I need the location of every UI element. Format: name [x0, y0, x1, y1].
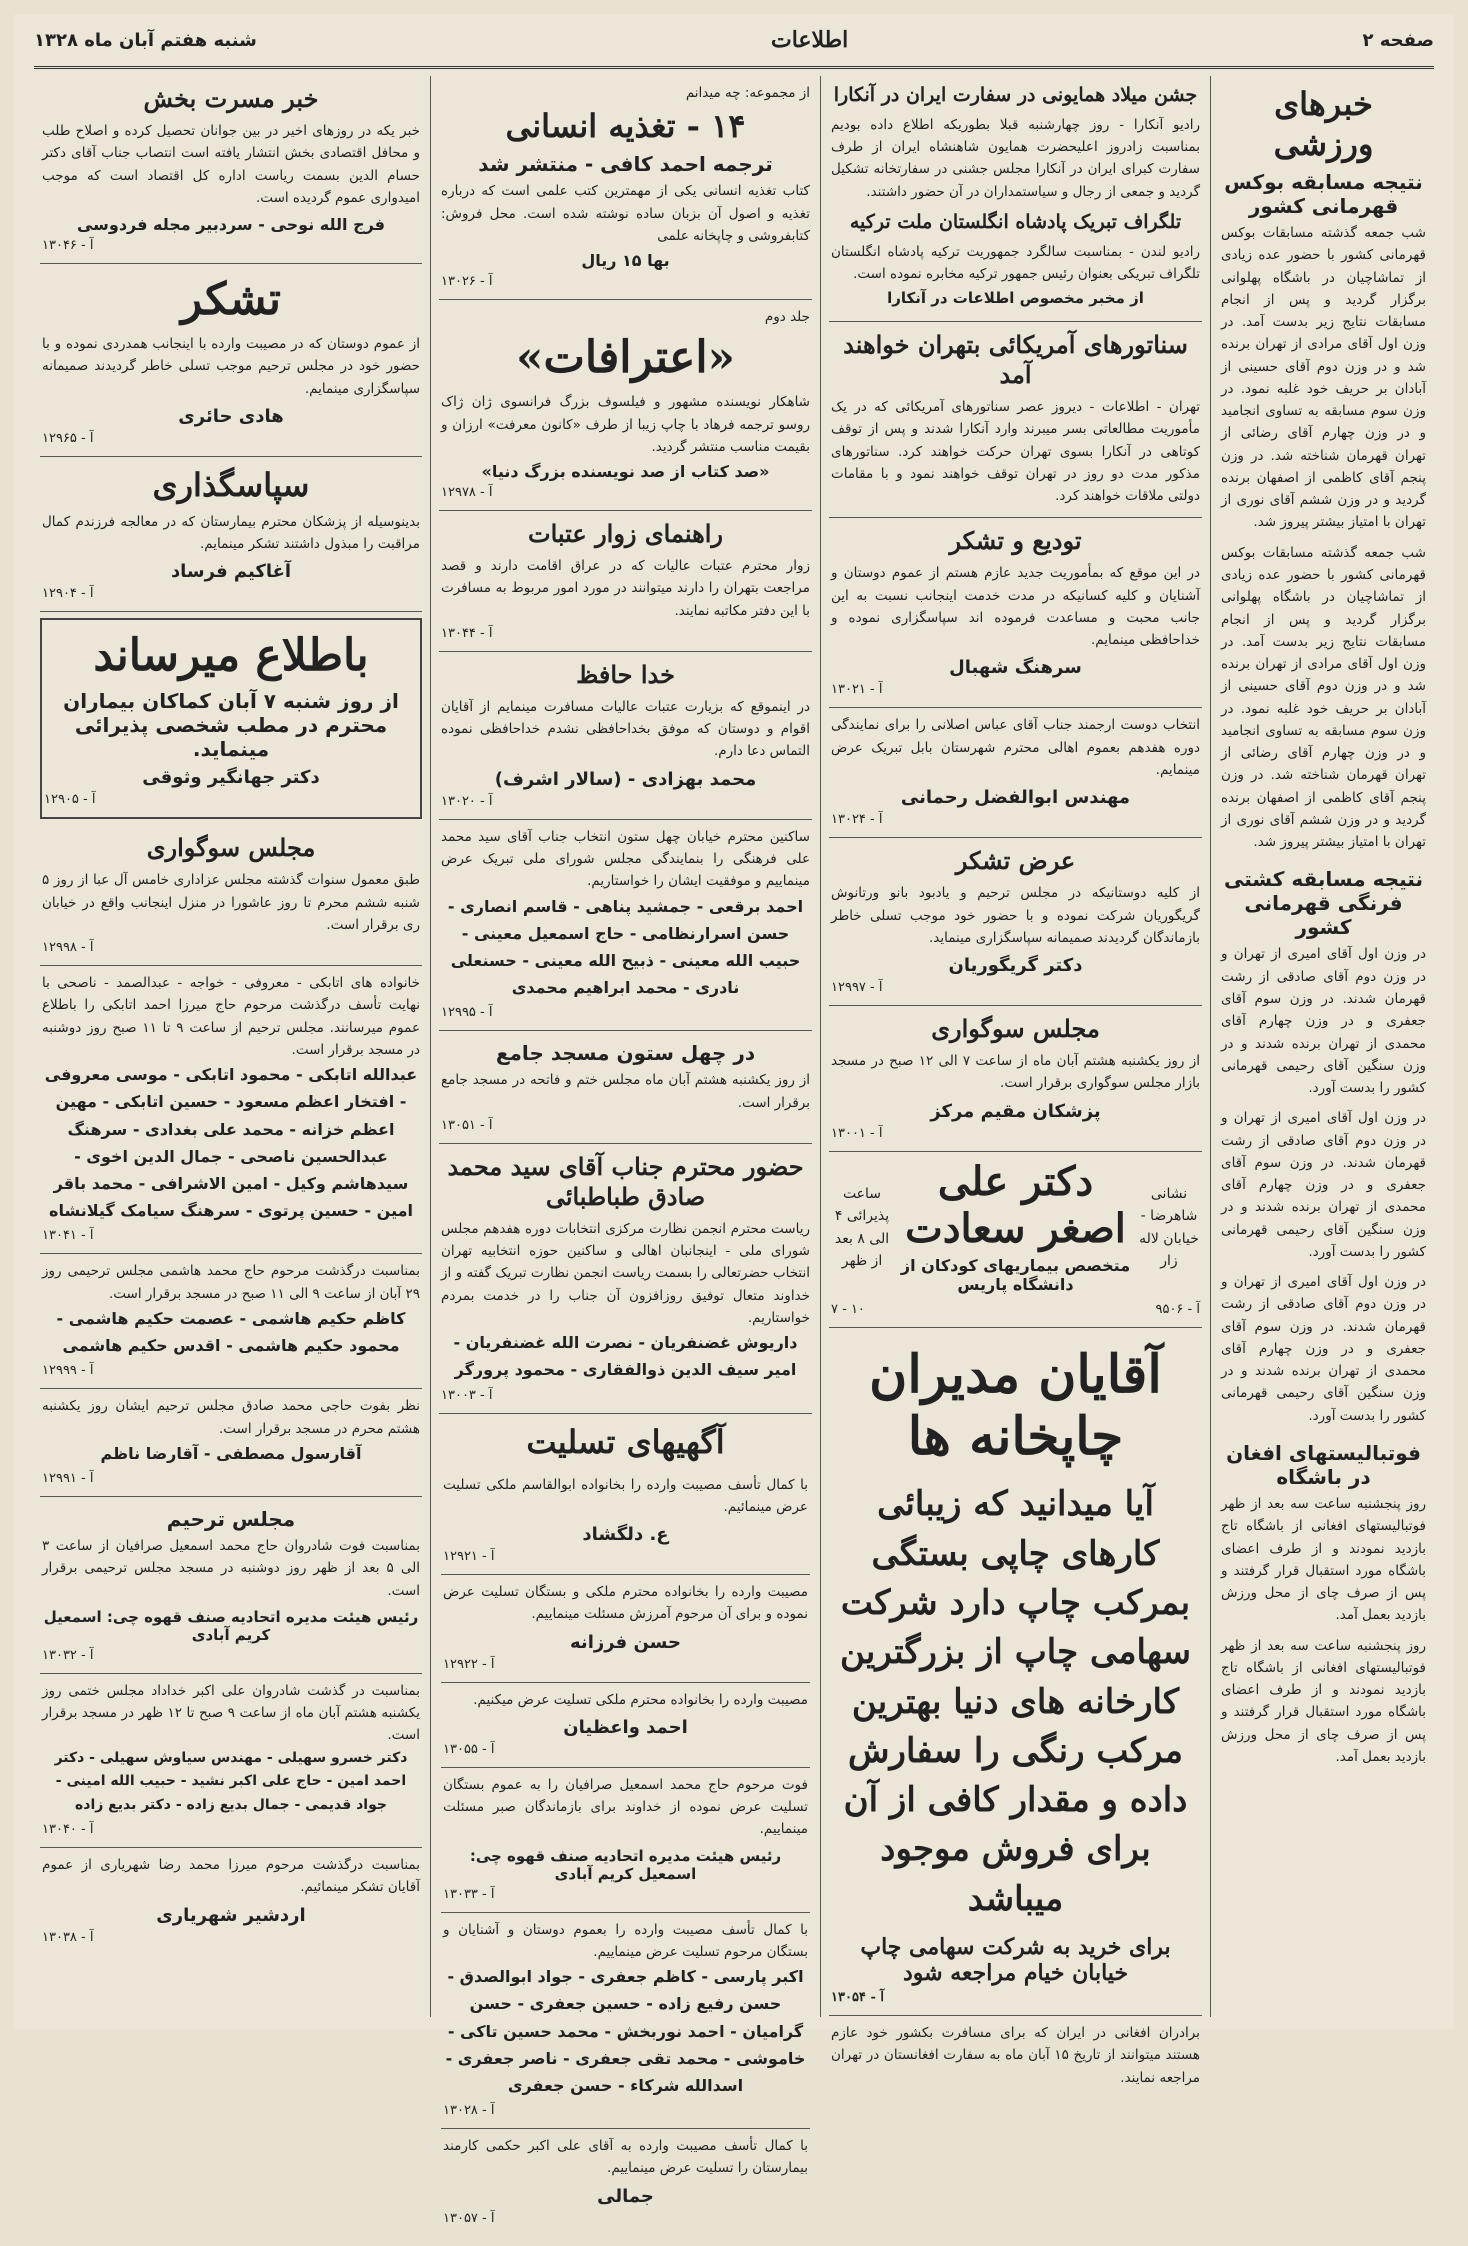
boxing-subtitle: نتیجه مسابقه بوکس قهرمانی کشور	[1224, 170, 1423, 218]
newspaper-page	[14, 14, 1454, 2226]
atabaki-ref: آ - ۱۳۰۴۱	[42, 1228, 94, 1244]
farewell-thanks-sign: سرهنگ شهبال	[949, 657, 1082, 679]
condolence-2-sign: حسن فرزانه	[570, 1631, 681, 1653]
mosque-prayer-body: از روز یکشنبه هشتم آبان ماه مجلس ختم و فاتحه در مسجد جامع برقرار است.	[441, 1072, 810, 1111]
condolence-1-sign: ع. دلگشاد	[582, 1524, 669, 1546]
wrestling-subtitle: نتیجه مسابقه کشتی فرنگی قهرمانی کشور	[1224, 867, 1423, 940]
good-news-body: خبر یکه در روزهای اخیر در بین جوانان تحصیل کرده و اصلاح طلب و محافل اقتصادی بخش انتشار یافته است انتصاب جناب آقای دکتر حسام الدین بسمت ریاست اداره کل اقتصاد است که موجب امیدواری عموم گردیده است.	[42, 123, 420, 206]
book-nutrition-sub: ترجمه احمد کافی - منتشر شد	[478, 152, 773, 177]
ad-khodadad	[40, 1674, 422, 1848]
hashemi-ref: آ - ۱۲۹۹۹	[42, 1363, 94, 1379]
book-nutrition-body: کتاب تغذیه انسانی یکی از مهمترین کتب علمی است که درباره تغذیه و اصول آن بزبان ساده نوشته شده است. محل فروش: کتابفروشی و چاپخانه علمی	[441, 183, 810, 244]
ad-mosque-prayer	[439, 1031, 812, 1144]
printing-ink-ref: آ - ۱۳۰۵۴	[831, 1990, 884, 2006]
gratitude-body: بدینوسیله از پزشکان محترم بیمارستان که در معالجه فرزندم کمال مراقبت را مبذول داشتند تشکر مینمایم.	[42, 513, 420, 553]
mourning-ceremony-body: طبق معمول سنوات گذشته مجلس عزاداری خامس آل عبا از روز ۵ شنبه ششم محرم تا روز عاشورا در منزل اینجانب واقع در خیابان ری برقرار است.	[42, 872, 420, 933]
condolences-section	[439, 1414, 812, 2246]
ad-mourning-ceremony	[40, 825, 422, 966]
condolence-4	[441, 1768, 810, 1913]
condolence-5-names: اکبر پارسی - کاظم جعفری - جواد ابوالصدق - حسن رفیع زاده - حسین جعفری - حسن گرامیان - احمد نوربخش - محمد حسین تاکی - خاموشی - محمد تقی جعفری - ناصر جعفری - اسدالله شرکاء - حسن جعفری	[445, 1967, 806, 2095]
residents-ref: آ - ۱۲۹۹۵	[441, 1005, 493, 1021]
mourning-doctors-body: از روز یکشنبه هشتم آبان ماه از ساعت ۷ الی ۱۲ صبح در مسجد بازار مجلس سوگواری برقرار است.	[831, 1053, 1200, 1092]
doctor-center	[899, 1158, 1132, 1298]
memorial-title: مجلس ترحیم	[166, 1507, 296, 1531]
mourning-ceremony-ref: آ - ۱۲۹۹۸	[42, 940, 94, 956]
printing-ink-address: برای خرید به شرکت سهامی چاپ خیابان خیام مراجعه شود	[860, 1934, 1171, 1987]
farewell-thanks-ref: آ - ۱۳۰۲۱	[831, 682, 883, 698]
doctor-ref2: ۷ - ۱۰	[831, 1301, 865, 1317]
header-date: شنبه هفتم آبان ماه ۱۳۲۸	[34, 29, 257, 51]
condolence-4-ref: آ - ۱۳۰۳۳	[443, 1886, 495, 1902]
condolence-5-body: با کمال تأسف مصیبت وارده را بعموم دوستان و آشنایان و بستگان مرحوم تسلیت عرض مینماییم.	[443, 1921, 808, 1960]
doctor-notice-sign: دکتر جهانگیر وثوقی	[142, 767, 320, 789]
news-senators-body: تهران - اطلاعات - دیروز عصر سناتورهای آمریکائی که در یک مأموریت مطالعاتی بسر میبرند وارد آنکارا شدند و پس از توقف کوتاهی در آنکارا بسوی تهران حرکت خواهند کرد. سناتورهای مذکور مدت دو روز در تهران توقف خواهند نمود و با مقامات دولتی ملاقات خواهند کرد.	[831, 399, 1200, 505]
afghan-football-subtitle: فوتبالیستهای افغان در باشگاه	[1226, 1441, 1421, 1490]
honor-ref: آ - ۱۳۰۰۳	[441, 1387, 493, 1403]
ad-memorial	[40, 1497, 422, 1674]
header-newspaper-name: اطلاعات	[771, 27, 849, 53]
pilgrims-body: زوار محترم عتبات عالیات که در عراق اقامت دارند و قصد مراجعت بتهران را دارند میتوانند در مورد امور مربوط به مسافرت با این دفتر مکاتبه نمایند.	[441, 558, 810, 619]
memorial-ref: آ - ۱۳۰۳۲	[42, 1647, 94, 1663]
condolence-1	[441, 1468, 810, 1576]
thanks-haeri-ref: آ - ۱۲۹۶۵	[42, 430, 94, 446]
mosque-prayer-title: در چهل ستون مسجد جامع	[495, 1041, 756, 1066]
honor-title: حضور محترم جناب آقای سید محمد صادق طباطبائی	[447, 1151, 804, 1211]
afghan-notice-body: برادران افغانی در ایران که برای مسافرت بکشور خود عازم هستند میتوانند از تاریخ ۱۵ آبان ماه به سفارت افغانستان در تهران مراجعه نمایند.	[831, 2025, 1201, 2086]
condolence-4-body: فوت مرحوم حاج محمد اسمعیل صرافیان را به عموم بستگان تسلیت عرض نموده از خداوند برای بازماندگان صبر مسئلت مینماییم.	[443, 1776, 808, 1838]
ad-gratitude	[40, 457, 422, 613]
honor-names: داریوش غضنفریان - نصرت الله غضنفریان - امیر سیف الدین ذوالفقاری - محمود پرورگر	[453, 1333, 798, 1380]
book-nutrition-price: بها ۱۵ ریال	[581, 251, 670, 271]
news-birthday-title: جشن میلاد همایونی در سفارت ایران در آنکارا	[833, 84, 1198, 106]
afghan-football-body-cont: روز پنجشنبه ساعت سه بعد از ظهر فوتبالیستهای افغانی از باشگاه تاج بازدید نمودند و از طرف اعضای باشگاه مورد استقبال قرار گرفتند و پس از صرف چای از محل ورزش بازدید بعمل آمد.	[1221, 1637, 1426, 1765]
thanks-title: عرض تشکر	[955, 846, 1076, 876]
column-ads-center	[430, 76, 820, 2226]
good-news-ref: آ - ۱۳۰۴۶	[42, 238, 94, 254]
news-source: از مخبر مخصوص اطلاعات در آنکارا	[887, 289, 1144, 308]
page-header	[34, 14, 1434, 69]
sports-section	[1219, 76, 1428, 1778]
ad-printing-ink	[829, 1328, 1202, 2016]
pilgrims-title: راهنمای زوار عتبات	[528, 519, 723, 549]
columns	[32, 76, 1436, 2226]
residents-names: احمد برقعی - جمشید پناهی - قاسم انصاری - حسن اسرارنظامی - حاج اسمعیل معینی - حبیب الله معینی - ذبیح الله معینی - حسنعلی نادری - محمد ابراهیم محمدی	[447, 896, 804, 998]
news-senators	[829, 322, 1202, 518]
column-ads-left	[32, 76, 430, 2017]
ad-mourning-doctors	[829, 1006, 1202, 1152]
wrestling-body: در وزن اول آقای امیری از تهران و در وزن دوم آقای صادقی از رشت قهرمان شدند. در وزن سوم آقای جعفری و در وزن چهارم آقای محمدی از تهران برنده شدند و در وزن سنگین آقای رحیمی قهرمانی کشور را بدست آورد.	[1221, 946, 1426, 1097]
ad-election-congrats	[829, 708, 1202, 838]
ad-thanks-haeri	[40, 264, 422, 457]
khodadad-body: بمناسبت در گذشت شادروان علی اکبر خداداد مجلس ختمی روز یکشنبه هشتم آبان ماه از ساعت ۹ صبح تا ۱۲ ظهر در مسجد برقرار است.	[42, 1682, 420, 1744]
condolence-6-ref: آ - ۱۳۰۵۷	[443, 2210, 495, 2226]
condolence-5	[441, 1913, 810, 2129]
residents-body: ساکنین محترم خیابان چهل ستون انتخاب جناب آقای سید محمد علی فرهنگی را بنمایندگی مجلس شورای ملی تبریک عرض مینماییم و موفقیت ایشان را خواستاریم.	[441, 828, 810, 890]
doctor-ref: آ - ۹۵۰۶	[1155, 1301, 1200, 1317]
goodbye-sign: محمد بهزادی - (سالار اشرف)	[494, 768, 757, 790]
condolences-title: آگهیهای تسلیت	[526, 1422, 725, 1461]
thanks-haeri-title: تشکر	[180, 274, 282, 326]
condolence-3	[441, 1683, 810, 1768]
atabaki-names: عبدالله اتابکی - محمود اتابکی - موسی معروفی - افتخار اعظم مسعود - حسین اتابکی - مهین اعظم خزانه - محمد علی بغدادی - سرهنگ عبدالحسین ناصحی - جمال الدین اخوی - سیدهاشم وکیل - امین الاشرافی - محمد باقر امین - حسین پرتوی - سرهنگ سیامک گیلانشاه	[44, 1065, 418, 1221]
ad-book-confessions	[439, 300, 812, 511]
doctor-notice-ref: آ - ۱۲۹۰۵	[44, 792, 96, 808]
news-birthday-body: رادیو آنکارا - روز چهارشنبه قبلا بطوریکه اطلاع داده بودیم بمناسبت زادروز اعلیحضرت همایون شاهنشاه ایران از طرف سفارت کبرای ایران در آنکارا مجلس جشنی در سفارتخانه تشکیل گردید و جمعی از رجال و سیاستمداران در آن حضور داشتند.	[831, 116, 1200, 200]
condolence-3-ref: آ - ۱۳۰۵۵	[443, 1741, 495, 1757]
column-news	[820, 76, 1210, 2086]
ad-doctor-saadat	[829, 1152, 1202, 1328]
ad-pilgrims	[439, 511, 812, 652]
thanks-ref: آ - ۱۲۹۹۷	[831, 980, 883, 996]
mourning-ceremony-title: مجلس سوگواری	[146, 833, 316, 863]
hashemi-names: کاظم حکیم هاشمی - عصمت حکیم هاشمی - محمود حکیم هاشمی - اقدس حکیم هاشمی	[56, 1308, 406, 1356]
gratitude-sign: آغاکیم فرساد	[170, 561, 292, 583]
memorial-sign: رئیس هیئت مدیره اتحادیه صنف قهوه چی: اسمعیل کریم آبادی	[43, 1607, 419, 1644]
news-birthday	[829, 76, 1202, 322]
condolence-3-body: مصیبت وارده را بخانواده محترم ملکی تسلیت عرض میکنیم.	[473, 1691, 808, 1708]
good-news-sign: فرج الله نوحی - سردبیر مجله فردوسی	[76, 215, 386, 235]
thanks-haeri-sign: هادی حائری	[178, 405, 284, 427]
farewell-thanks-body: در این موقع که بمأموریت جدید عازم هستم از عموم دوستان و آشنایان و کلیه کسانیکه در مدت خدمت اینجانب نسبت به این جانب محبت و مساعدت فرموده اند سپاسگزاری نموده و خداحافظی مینمایم.	[831, 565, 1200, 649]
election-ref: آ - ۱۳۰۲۴	[831, 812, 883, 828]
ad-good-news	[40, 76, 422, 264]
book-confessions-body: شاهکار نویسنده مشهور و فیلسوف بزرگ فرانسوی ژان ژاک روسو ترجمه فرهاد با چاپ زیبا از طرف «کانون معرفت» ارزان و بقیمت مناسب منتشر گردید.	[441, 394, 810, 455]
ad-atabaki-family	[40, 966, 422, 1254]
memorial-body: بمناسبت فوت شادروان حاج محمد اسمعیل صرافیان از ساعت ۳ الی ۵ بعد از ظهر روز دوشنبه در مسجد مجلس ترحیمی برقرار است.	[42, 1538, 420, 1599]
news-senators-title: سناتورهای آمریکائی بتهران خواهند آمد	[843, 330, 1188, 390]
sadeghi-names: آقارسول مصطفی - آقارضا ناظم	[100, 1443, 362, 1463]
shahriari-sign: اردشیر شهریاری	[156, 1904, 306, 1926]
printing-ink-headline: آقایان مدیران چاپخانه ها	[869, 1343, 1162, 1467]
condolence-6	[441, 2129, 810, 2236]
honor-body: ریاست محترم انجمن نظارت مرکزی انتخابات دوره هفدهم مجلس شورای ملی - اینجانبان اهالی و ساکنین حوزه انتخابیه تهران انتخاب حضرتعالی را بسمت ریاست انجمن نظارت تبریک گفته و از خداوند متعال توفیق روزافزون آن جناب را در خدمت بمردم خواستاریم.	[441, 1220, 810, 1326]
gratitude-title: سپاسگذاری	[152, 465, 310, 504]
sports-title: خبرهای ورزشی	[1273, 85, 1374, 163]
election-sign: مهندس ابوالفضل رحمانی	[900, 787, 1131, 809]
ad-farewell-thanks	[829, 518, 1202, 708]
boxing-body-cont: شب جمعه گذشته مسابقات بوکس قهرمانی کشور با حضور عده زیادی از تماشاچیان در باشگاه پهلوانی برگزار گردید و پس از انجام مسابقات نتایج زیر بدست آمد. در وزن اول آقای مرادی از تهران برنده شد و در وزن دوم آقای حسینی از آبادان بر حریف خود غلبه نمود. در وزن سوم مسابقه به تساوی انجامید و در وزن چهارم آقای رضائی از تهران قهرمان شناخته شد. در وزن پنجم آقای کاظمی از اصفهان برنده گردید و در وزن ششم آقای نوری از تهران با امتیاز بیشتر پیروز شد.	[1221, 544, 1426, 851]
book-confessions-title: «اعترافات»	[515, 332, 736, 384]
khodadad-names: دکتر خسرو سهیلی - مهندس سیاوش سهیلی - دکتر احمد امین - حاج علی اکبر نشید - حبیب الله امینی - جواد قدیمی - جمال بدیع زاده - دکتر بدیع زاده	[54, 1749, 408, 1814]
pilgrims-ref: آ - ۱۳۰۴۴	[441, 625, 493, 641]
ad-doctor-notice	[40, 618, 422, 819]
ad-sadeghi	[40, 1389, 422, 1497]
mourning-doctors-sign: پزشکان مقیم مرکز	[930, 1100, 1101, 1122]
news-telegram-body: رادیو لندن - بمناسبت سالگرد جمهوریت ترکیه پادشاه انگلستان تلگراف تبریکی بعنوان رئیس جمهور ترکیه مخابره نموده است.	[831, 243, 1200, 282]
ad-hashemi-family	[40, 1254, 422, 1389]
mosque-prayer-ref: آ - ۱۳۰۵۱	[441, 1117, 493, 1133]
printing-ink-body: آیا میدانید که زیبائی کارهای چاپی بستگی بمرکب چاپ دارد شرکت سهامی چاپ از بزرگترین کارخانه های دنیا بهترین مرکب رنگی را سفارش داده و مقدار کافی از آن برای فروش موجود میباشد	[839, 1484, 1192, 1919]
boxing-body: شب جمعه گذشته مسابقات بوکس قهرمانی کشور با حضور عده زیادی از تماشاچیان در باشگاه پهلوانی برگزار گردید و پس از انجام مسابقات نتایج زیر بدست آمد. در وزن اول آقای مرادی از تهران برنده شد و در وزن دوم آقای حسینی از آبادان بر حریف خود غلبه نمود. در وزن سوم مسابقه به تساوی انجامید و در وزن چهارم آقای رضائی از تهران قهرمان شناخته شد. در وزن پنجم آقای کاظمی از اصفهان برنده گردید و در وزن ششم آقای نوری از تهران با امتیاز بیشتر پیروز شد.	[1221, 225, 1426, 531]
book-confessions-ref: آ - ۱۲۹۷۸	[441, 485, 493, 501]
ad-afghan-notice	[829, 2016, 1202, 2099]
condolence-2	[441, 1575, 810, 1683]
doctor-refs	[831, 1298, 1200, 1317]
thanks-haeri-body: از عموم دوستان که در مصیبت وارده با اینجانب همدردی نموده و با حضور خود در مجلس ترحیم موجب تسلی خاطر گردیدند صمیمانه سپاسگزاری مینمایم.	[42, 336, 420, 397]
doctor-address: نشانی شاهرضا - خیابان لاله زار	[1139, 1185, 1199, 1269]
book-nutrition-ref: آ - ۱۳۰۲۶	[441, 274, 493, 290]
condolence-2-ref: آ - ۱۲۹۲۲	[443, 1656, 495, 1672]
doctor-card	[831, 1158, 1200, 1298]
gratitude-ref: آ - ۱۲۹۰۴	[42, 586, 94, 602]
doctor-specialty: متخصص بیماریهای کودکان از دانشگاه پاریس	[900, 1255, 1131, 1294]
condolence-3-sign: احمد واعظیان	[563, 1716, 688, 1738]
farewell-thanks-title: تودیع و تشکر	[949, 526, 1082, 556]
goodbye-title: خدا حافظ	[576, 659, 675, 689]
ad-book-nutrition	[439, 76, 812, 300]
shahriari-body: بمناسبت درگذشت مرحوم میرزا محمد رضا شهریاری از عموم آقایان تشکر مینمائیم.	[42, 1856, 420, 1896]
book-confessions-note: «صد کتاب از صد نویسنده بزرگ دنیا»	[481, 462, 770, 482]
book-series-note: از مجموعه: چه میدانم	[685, 85, 810, 101]
sadeghi-ref: آ - ۱۲۹۹۱	[42, 1471, 94, 1486]
mourning-doctors-title: مجلس سوگواری	[931, 1014, 1100, 1044]
condolence-1-ref: آ - ۱۲۹۲۱	[443, 1549, 495, 1565]
wrestling-body-cont: در وزن اول آقای امیری از تهران و در وزن دوم آقای صادقی از رشت قهرمان شدند. در وزن سوم آقای جعفری و در وزن چهارم آقای محمدی از تهران برنده شدند و در وزن سنگین آقای رحیمی قهرمانی کشور را بدست آورد.	[1221, 1110, 1426, 1260]
goodbye-body: در اینموقع که بزیارت عتبات عالیات مسافرت مینمایم از آقایان اقوام و دوستان که موفق بخداحافظی نشدم خداحافظی نموده التماس دعا دارم.	[441, 698, 810, 760]
ad-thanks	[829, 838, 1202, 1006]
ad-honor	[439, 1144, 812, 1414]
condolence-5-ref: آ - ۱۳۰۲۸	[443, 2103, 495, 2119]
mourning-doctors-ref: آ - ۱۳۰۰۱	[831, 1125, 883, 1141]
column-sports	[1210, 76, 1436, 2017]
thanks-sign: دکتر گریگوریان	[948, 955, 1083, 977]
wrestling-body-cont2: در وزن اول آقای امیری از تهران و در وزن دوم آقای صادقی از رشت قهرمان شدند. در وزن سوم آقای جعفری و در وزن چهارم آقای محمدی از تهران برنده شدند و در وزن سنگین آقای رحیمی قهرمانی کشور را بدست آورد.	[1221, 1274, 1426, 1424]
condolence-2-body: مصیبت وارده را بخانواده محترم ملکی و بستگان تسلیت عرض نموده و برای آن مرحوم آمرزش مسئلت مینماییم.	[443, 1584, 808, 1623]
goodbye-ref: آ - ۱۳۰۲۰	[441, 793, 493, 809]
ad-goodbye	[439, 652, 812, 820]
doctor-notice-title: باطلاع میرساند	[93, 630, 369, 682]
news-telegram-title: تلگراف تبریک پادشاه انگلستان ملت ترکیه	[849, 210, 1182, 233]
election-body: انتخاب دوست ارجمند جناب آقای عباس اصلانی را برای نمایندگی دوره هفدهم بعموم اهالی محترم شهرستان بابل تبریک عرض مینمایم.	[831, 717, 1200, 779]
condolence-1-body: با کمال تأسف مصیبت وارده را بخانواده ابوالقاسم ملکی تسلیت عرض مینمائیم.	[443, 1476, 808, 1515]
book-nutrition-title: ۱۴ - تغذیه انسانی	[505, 107, 746, 146]
hashemi-body: بمناسبت درگذشت مرحوم حاج محمد هاشمی مجلس ترحیمی روز ۲۹ آبان از ساعت ۹ الی ۱۱ صبح در مسجد برقرار است.	[42, 1263, 420, 1302]
shahriari-ref: آ - ۱۳۰۳۸	[42, 1929, 94, 1945]
sadeghi-body: نظر بفوت حاجی محمد صادق مجلس ترحیم ایشان روز یکشنبه هشتم محرم در مسجد برقرار است.	[42, 1398, 420, 1437]
condolence-6-sign: جمالی	[597, 2185, 654, 2207]
good-news-title: خبر مسرت بخش	[143, 84, 319, 113]
ad-shahriari	[40, 1848, 422, 1955]
afghan-football-body: روز پنجشنبه ساعت سه بعد از ظهر فوتبالیستهای افغانی از باشگاه تاج بازدید نمودند و از طرف اعضای باشگاه مورد استقبال قرار گرفتند و پس از صرف چای از محل ورزش بازدید بعمل آمد.	[1221, 1496, 1426, 1624]
thanks-body: از کلیه دوستانیکه در مجلس ترحیم و یادبود بانو ورتانوش گریگوریان شرکت نموده و با حضور خود موجب تسلی خاطر بازماندگان گردیدند صمیمانه سپاسگزاری مینماید.	[831, 885, 1200, 946]
condolence-4-sign: رئیس هیئت مدیره اتحادیه صنف قهوه چی: اسمعیل کریم آبادی	[469, 1846, 782, 1883]
atabaki-body: خانواده های اتابکی - معروفی - خواجه - عبدالصمد - ناصحی با نهایت تأسف درگذشت مرحوم حاج میرزا احمد اتابکی را باطلاع عموم میرسانند. مجلس ترحیم از ساعت ۹ تا ۱۱ صبح روز دوشنبه در مسجد برقرار است.	[42, 975, 421, 1058]
book-confessions-volume: جلد دوم	[764, 309, 810, 326]
khodadad-ref: آ - ۱۳۰۴۰	[42, 1821, 94, 1837]
doctor-hours: ساعت پذیرائی ۴ الی ۸ بعد از ظهر	[834, 1185, 890, 1269]
doctor-notice-body: از روز شنبه ۷ آبان کماکان بیماران محترم در مطب شخصی پذیرائی مینماید.	[63, 689, 399, 762]
doctor-name: دکتر علی اصغر سعادت	[905, 1157, 1126, 1252]
header-page-number: صفحه ۲	[1362, 29, 1434, 51]
condolence-6-body: با کمال تأسف مصیبت وارده به آقای علی اکبر حکمی کارمند بیمارستان را تسلیت عرض مینماییم.	[443, 2138, 808, 2177]
ad-residents-congrats	[439, 820, 812, 1032]
